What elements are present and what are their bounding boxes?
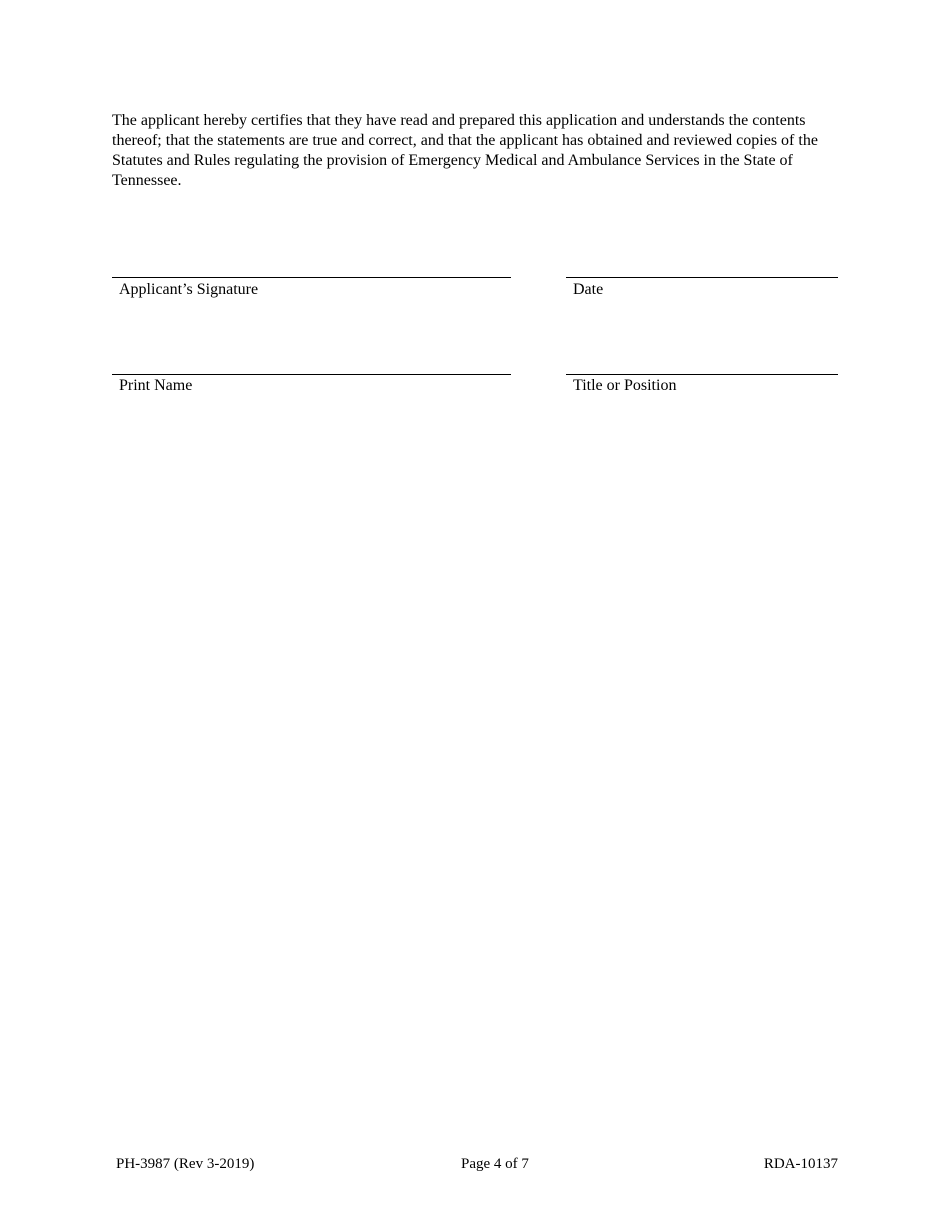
date-label: Date bbox=[573, 281, 604, 298]
applicant-signature-label: Applicant’s Signature bbox=[119, 281, 259, 298]
title-position-line[interactable] bbox=[566, 374, 838, 375]
footer-form-number: PH-3987 (Rev 3-2019) bbox=[116, 1156, 255, 1172]
footer-rda-number: RDA-10137 bbox=[763, 1156, 838, 1172]
applicant-signature-line[interactable] bbox=[112, 277, 511, 278]
footer-page-number: Page 4 of 7 bbox=[461, 1156, 529, 1172]
print-name-line[interactable] bbox=[112, 374, 511, 375]
print-name-label: Print Name bbox=[119, 377, 193, 394]
title-position-label: Title or Position bbox=[573, 377, 677, 394]
certification-statement: The applicant hereby certifies that they have read and prepared this application and understands the contents thereof; that the statements are true and correct, and that the applicant has obtained and reviewed copies of the Statutes and Rules regulating the provision of Emergency Medical and Ambulance Services in the State of Tennessee. bbox=[112, 112, 818, 189]
date-line[interactable] bbox=[566, 277, 838, 278]
